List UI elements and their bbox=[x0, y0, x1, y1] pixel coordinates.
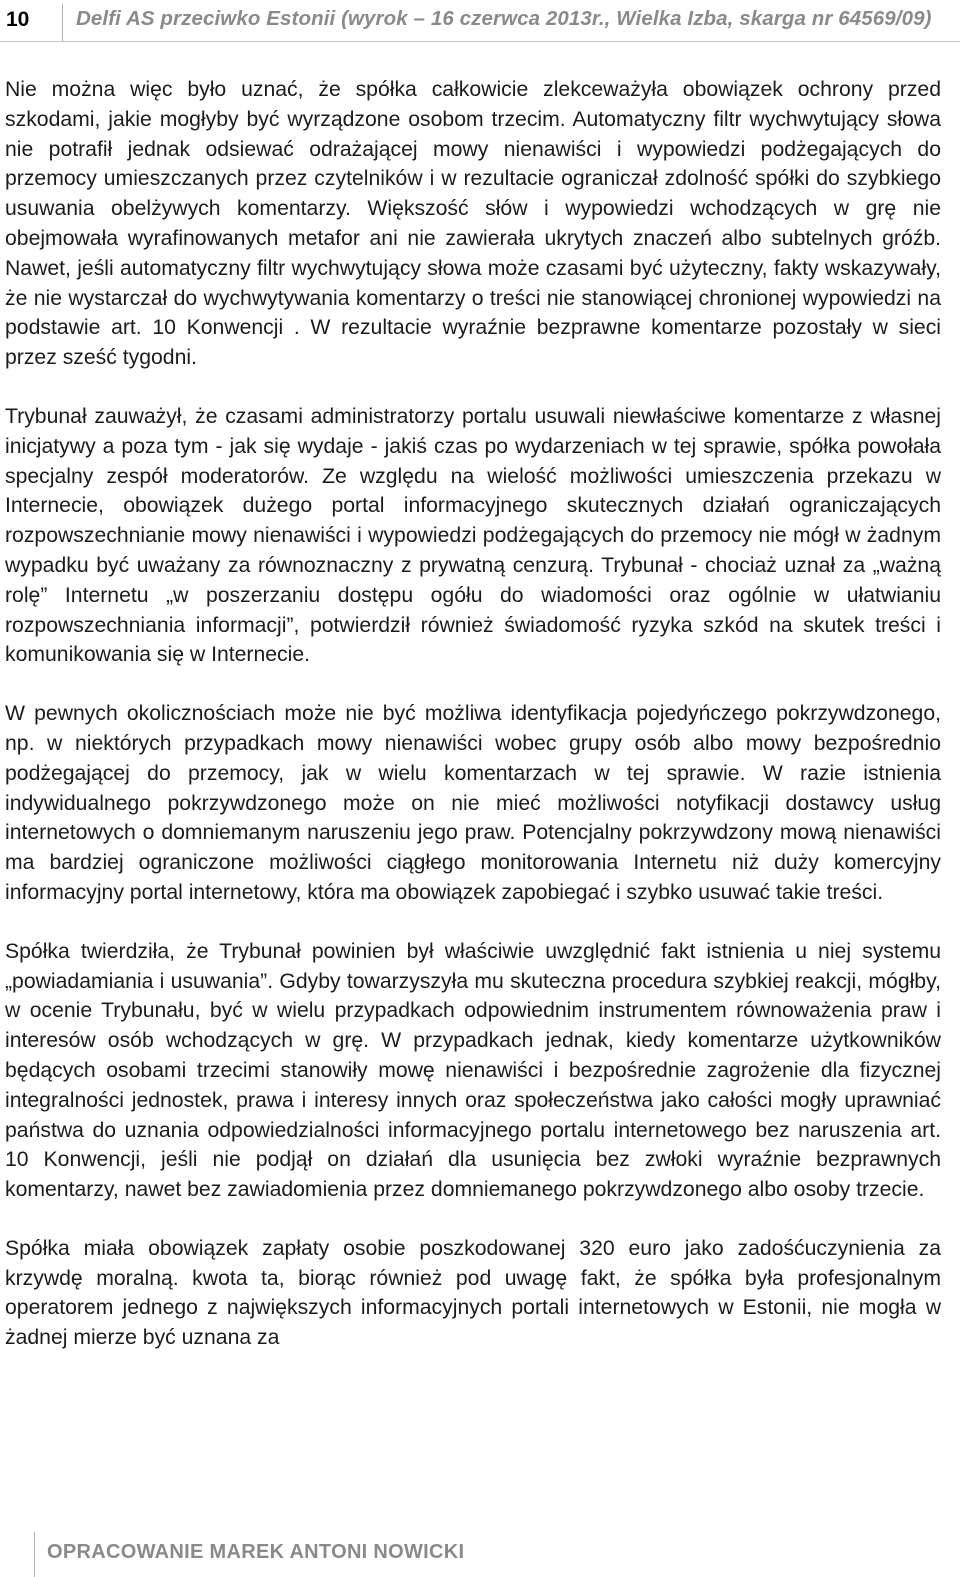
paragraph-2: Trybunał zauważył, że czasami administratorzy portalu usuwali niewłaściwe komentarze z własnej inicjatywy a poza tym - jak się wydaje - jakiś czas po wydarzeniach w tej sprawie, spółka powołała specjalny zespół moderatorów. Ze względu na wielość możliwości umieszczenia przekazu w Internecie, obowiązek dużego portal informacyjnego skutecznych działań ograniczających rozpowszechnianie mowy nienawiści i wypowiedzi podżegających do przemocy nie mógł w żadnym wypadku być uważany za równoznaczny z prywatną cenzurą. Trybunał - chociaż uznał za „ważną rolę” Internetu „w poszerzaniu dostępu ogółu do wiadomości oraz ogólnie w ułatwianiu rozpowszechniania informacji”, potwierdził również świadomość ryzyka szkód na skutek treści i komunikowania się w Internecie. bbox=[5, 404, 941, 667]
footer-author: OPRACOWANIE MAREK ANTONI NOWICKI bbox=[47, 1541, 465, 1563]
page-number: 10 bbox=[6, 8, 30, 31]
paragraph-4: Spółka twierdziła, że Trybunał powinien był właściwie uwzględnić fakt istnienia u niej systemu „powiadamiania i usuwania”. Gdyby towarzyszyła mu skuteczna procedura szybkiej reakcji, mógłby, w ocenie Trybunału, być w wielu przypadkach odpowiednim instrumentem równoważenia praw i interesów osób wchodzących w grę. W przypadkach jednak, kiedy komentarze użytkowników będących osobami trzecimi stanowiły mowę nienawiści i bezpośrednie zagrożenie dla fizycznej integralności jednostek, prawa i interesy innych oraz społeczeństwa jako całości mogły uprawniać państwa do uznania odpowiedzialności informacyjnego portalu internetowego bez naruszenia art. 10 Konwencji, jeśli nie podjął on działań dla usunięcia bez zwłoki wyraźnie bezprawnych komentarzy, nawet bez zawiadomienia przez domniemanego pokrzywdzonego albo osoby trzecie. bbox=[5, 939, 941, 1202]
footer-divider bbox=[34, 1532, 35, 1577]
paragraph-3: W pewnych okolicznościach może nie być możliwa identyfikacja pojedyńczego pokrzywdzonego, np. w niektórych przypadkach mowy nienawiści wobec grupy osób albo mowy bezpośrednio podżegającej do przemocy, jak w wielu komentarzach w tej sprawie. W razie istnienia indywidualnego pokrzywdzonego może on nie mieć możliwości notyfikacji dostawcy usług internetowych o domniemanym naruszeniu jego praw. Potencjalny pokrzywdzony mową nienawiści ma bardziej ograniczone możliwości ciągłego monitorowania Internetu niż duży komercyjny informacyjny portal internetowy, która ma obowiązek zapobiegać i szybko usuwać takie treści. bbox=[5, 702, 941, 904]
running-header-title: Delfi AS przeciwko Estonii (wyrok – 16 czerwca 2013r., Wielka Izba, skarga nr 64569/09) bbox=[76, 7, 932, 30]
page-header bbox=[0, 0, 960, 42]
document-body bbox=[5, 75, 941, 1382]
paragraph-5: Spółka miała obowiązek zapłaty osobie poszkodowanej 320 euro jako zadośćuczynienia za krzywdę moralną. kwota ta, biorąc również pod uwagę fakt, że spółka była profesjonalnym operatorem jednego z największych informacyjnych portali internetowych w Estonii, nie mogła w żadnej mierze być uznana za bbox=[5, 1236, 941, 1350]
paragraph-1: Nie można więc było uznać, że spółka całkowicie zlekceważyła obowiązek ochrony przed szkodami, jakie mogłyby być wyrządzone osobom trzecim. Automatyczny filtr wychwytujący słowa nie potrafił jednak odsiewać odrażającej mowy nienawiści i wypowiedzi podżegających do przemocy umieszczanych przez czytelników i w rezultacie ograniczał zdolność spółki do szybkiego usuwania obelżywych komentarzy. Większość słów i wypowiedzi wchodzących w grę nie obejmowała wyrafinowanych metafor ani nie zawierała ukrytych znaczeń albo subtelnych gróźb. Nawet, jeśli automatyczny filtr wychwytujący słowa może czasami być użyteczny, fakty wskazywały, że nie wystarczał do wychwytywania komentarzy o treści nie stanowiącej chronionej wypowiedzi na podstawie art. 10 Konwencji . W rezultacie wyraźnie bezprawne komentarze pozostały w sieci przez sześć tygodni. bbox=[5, 78, 941, 370]
header-divider bbox=[62, 4, 63, 42]
page-footer bbox=[0, 1528, 960, 1577]
header-rule bbox=[0, 41, 960, 42]
